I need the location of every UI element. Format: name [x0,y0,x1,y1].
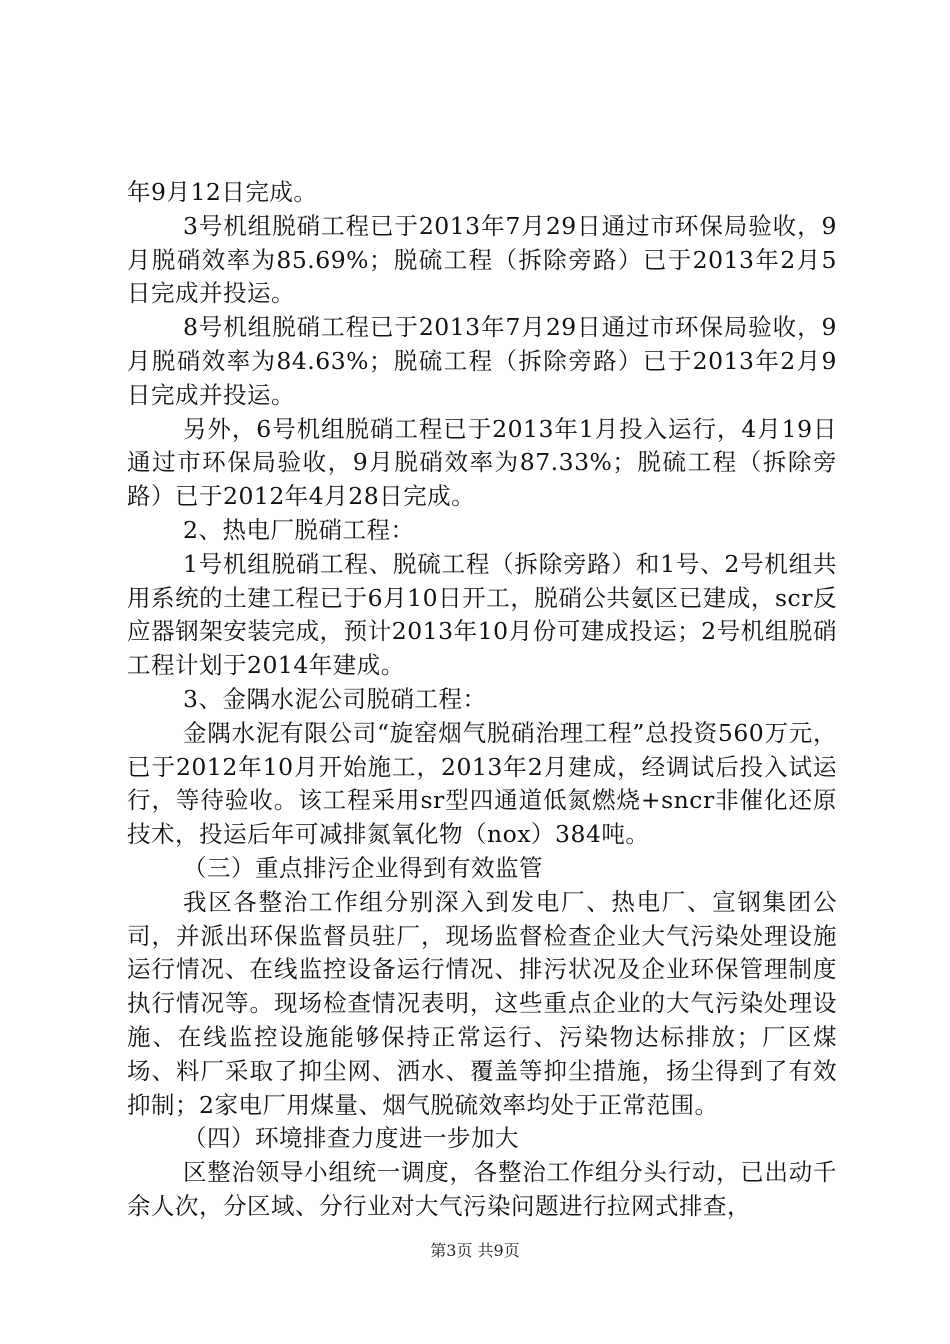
paragraph-5: 1号机组脱硝工程、脱硫工程（拆除旁路）和1号、2号机组共用系统的土建工程已于6月10日开工，脱硝公共氨区已建成，scr反应器钢架安装完成，预计2013年10月份可建成投运；2号机组脱硝工程计划于2014年建成。 [127,549,837,680]
section-heading-si: （四）环境排查力度进一步加大 [183,1124,519,1153]
paragraph-6: 金隅水泥有限公司“旋窑烟气脱硝治理工程”总投资560万元，已于2012年10月开始施工，2013年2月建成，经调试后投入试运行，等待验收。该工程采用sr型四通道低氮燃烧+sncr非催化还原技术，投运后年可减排氮氧化物（nox）384吨。 [127,718,837,849]
section-heading-san: （三）重点排污企业得到有效监管 [183,853,543,882]
page-number-footer: 第3页 共9页 [430,1241,520,1260]
paragraph-1: 年9月12日完成。 [127,178,318,206]
section-heading-3: 3、金隅水泥公司脱硝工程： [183,684,487,713]
document-body [127,176,837,1224]
section-heading-2: 2、热电厂脱硝工程： [183,515,415,544]
paragraph-2: 3号机组脱硝工程已于2013年7月29日通过市环保局验收，9月脱硝效率为85.69%；脱硫工程（拆除旁路）已于2013年2月5日完成并投运。 [127,211,837,308]
paragraph-8: 区整治领导小组统一调度，各整治工作组分头行动，已出动千余人次，分区域、分行业对大气污染问题进行拉网式排查， [127,1158,837,1220]
paragraph-3: 8号机组脱硝工程已于2013年7月29日通过市环保局验收，9月脱硝效率为84.63%；脱硫工程（拆除旁路）已于2013年2月9日完成并投运。 [127,313,837,409]
paragraph-7: 我区各整治工作组分别深入到发电厂、热电厂、宣钢集团公司，并派出环保监督员驻厂，现场监督检查企业大气污染处理设施运行情况、在线监控设备运行情况、排污状况及企业环保管理制度执行情况等。现场检查情况表明，这些重点企业的大气污染处理设施、在线监控设施能够保持正常运行、污染物达标排放；厂区煤场、料厂采取了抑尘网、洒水、覆盖等抑尘措施，扬尘得到了有效抑制；2家电厂用煤量、烟气脱硫效率均处于正常范围。 [127,887,837,1119]
paragraph-4: 另外，6号机组脱硝工程已于2013年1月投入运行，4月19日通过市环保局验收，9月脱硝效率为87.33%；脱硫工程（拆除旁路）已于2012年4月28日完成。 [127,414,837,511]
